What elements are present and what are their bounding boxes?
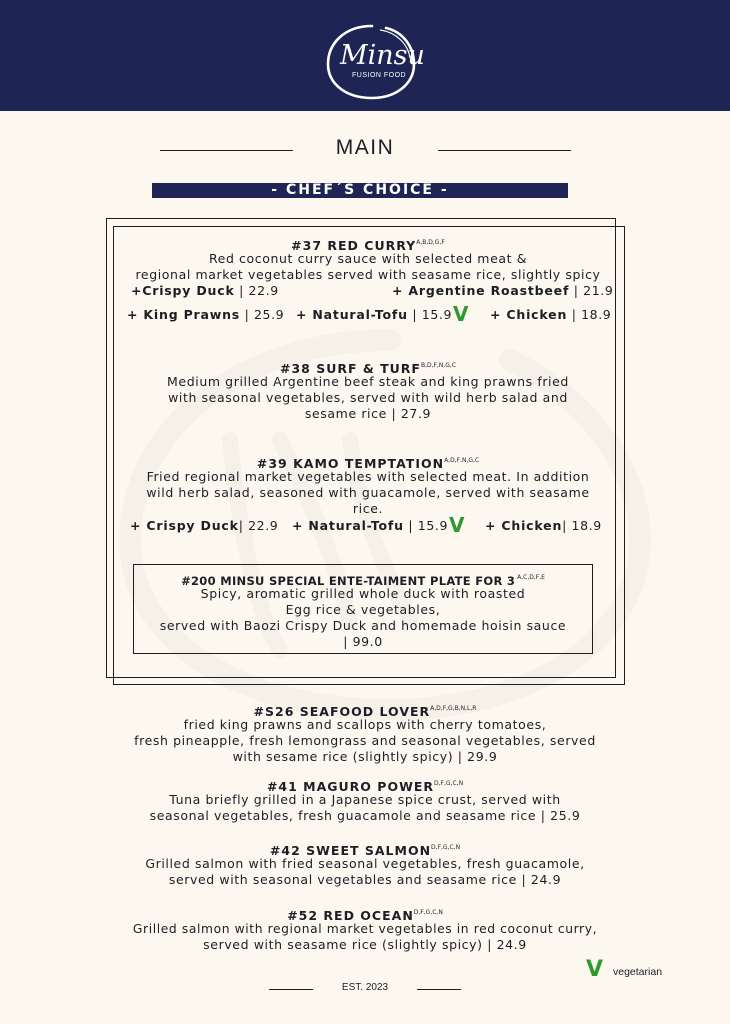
minsu-logo bbox=[322, 22, 425, 102]
dish-200-desc-4: | 99.0 bbox=[343, 634, 383, 649]
dish-39-desc-3: rice. bbox=[352, 501, 384, 516]
dish-37-option-tofu: + Natural-Tofu | 15.9V bbox=[296, 302, 470, 326]
dish-52-desc-2: served with seasame rice (slightly spicy) | 24.9 bbox=[203, 937, 527, 952]
dish-37-option-crispy-duck: +Crispy Duck | 22.9 bbox=[131, 283, 279, 298]
dish-38-desc-3: sesame rice | 27.9 bbox=[304, 406, 432, 421]
dish-37-option-chicken: + Chicken | 18.9 bbox=[490, 307, 612, 322]
dish-200-desc-2: Egg rice & vegetables, bbox=[285, 602, 441, 617]
dish-s26-desc-1: fried king prawns and scallops with cherry tomatoes, bbox=[183, 717, 547, 732]
dish-200-title: #200 MINSU SPECIAL ENTE-TAIMENT PLATE FOR 3 $^{A,C,D,F,E}$ bbox=[181, 574, 545, 588]
dish-52-allergens: D,F,G,C,N bbox=[413, 909, 443, 916]
logo-wordmark: Minsu bbox=[340, 40, 425, 71]
dish-200-desc-3: served with Baozi Crispy Duck and homemade hoisin sauce bbox=[159, 618, 567, 633]
vegetarian-icon: V bbox=[449, 513, 466, 537]
dish-41-title: #41 MAGURO $POWER^{D,F,G,C,N}$ bbox=[266, 779, 464, 794]
page-title: MAIN bbox=[335, 136, 395, 159]
dish-39-option-chicken: + Chicken| 18.9 bbox=[485, 518, 602, 533]
vegetarian-legend-label: vegetarian bbox=[613, 966, 663, 978]
dish-s26-allergens: A,D,F,G,B,N,L,R bbox=[430, 705, 477, 712]
dish-52-desc-1: Grilled salmon with regional market vegetables in red coconut curry, bbox=[132, 922, 598, 936]
dish-39-title: #39 KAMO $TEMPTATION^{A,D,F,N,G,C}$ bbox=[256, 456, 480, 471]
dish-41-allergens: D,F,G,C,N bbox=[434, 780, 464, 787]
dish-42-allergens: D,F,G,C,N bbox=[431, 844, 461, 851]
footer-divider-right bbox=[417, 989, 461, 990]
section-title-chefs-choice: - CHEF´S CHOICE - bbox=[152, 183, 568, 198]
header-banner bbox=[0, 0, 730, 111]
vegetarian-icon: V bbox=[453, 302, 470, 326]
dish-52-title: #52 RED $OCEAN^{D,F,G,C,N}$ bbox=[287, 908, 443, 923]
dish-39-desc-2: wild herb salad, seasoned with guacamole, served with seasame bbox=[146, 485, 590, 500]
dish-41-desc-1: Tuna briefly grilled in a Japanese spice crust, served with bbox=[169, 792, 561, 807]
dish-42-desc-2: served with seasonal vegetables and seasame rice | 24.9 bbox=[168, 872, 562, 887]
dish-39-desc-1: Fried regional market vegetables with selected meat. In addition bbox=[146, 469, 590, 484]
dish-200-allergens: A,C,D,F,E bbox=[515, 574, 545, 581]
dish-37-title: #37 RED $CURRY^{A,B,D,G,F}$ bbox=[291, 238, 445, 253]
dish-s26-desc-2: fresh pineapple, fresh lemongrass and seasonal vegetables, served bbox=[134, 733, 596, 748]
established-year: EST. 2023 bbox=[341, 982, 389, 993]
dish-38-desc-2: with seasonal vegetables, served with wild herb salad and bbox=[168, 390, 568, 405]
dish-s26-title: #S26 SEAFOOD $LOVER^{A,D,F,G,B,N,L,R}$ bbox=[253, 704, 477, 719]
dish-37-desc-2: regional market vegetables served with seasame rice, slightly spicy bbox=[135, 267, 601, 282]
dish-37-allergens: A,B,D,G,F bbox=[416, 239, 445, 246]
dish-200-desc-1: Spicy, aromatic grilled whole duck with roasted bbox=[200, 586, 526, 601]
vegetarian-legend-icon: V bbox=[586, 957, 604, 982]
dish-37-option-roastbeef: + Argentine Roastbeef | 21.9 bbox=[392, 283, 614, 298]
title-divider-right bbox=[438, 150, 571, 151]
dish-37-desc-1: Red coconut curry sauce with selected meat & bbox=[208, 251, 528, 266]
dish-39-option-tofu: + Natural-Tofu | 15.9V bbox=[292, 513, 466, 537]
dish-38-desc-1: Medium grilled Argentine beef steak and king prawns fried bbox=[167, 374, 569, 389]
dish-42-title: #42 SWEET $SALMON^{D,F,G,C,N}$ bbox=[269, 843, 461, 858]
dish-38-title: #38 SURF & $TURF^{B,D,F,N,G,C}$ bbox=[279, 361, 457, 376]
logo-subtitle: FUSION FOOD bbox=[352, 72, 407, 79]
dish-39-option-crispy-duck: + Crispy Duck| 22.9 bbox=[130, 518, 279, 533]
dish-41-desc-2: seasonal vegetables, fresh guacamole and seasame rice | 25.9 bbox=[149, 808, 581, 823]
dish-37-option-king-prawns: + King Prawns | 25.9 bbox=[127, 307, 285, 322]
dish-42-desc-1: Grilled salmon with fried seasonal vegetables, fresh guacamole, bbox=[145, 856, 585, 871]
dish-s26-desc-3: with sesame rice (slightly spicy) | 29.9 bbox=[232, 749, 498, 764]
dish-39-allergens: A,D,F,N,G,C bbox=[444, 457, 480, 464]
dish-38-allergens: B,D,F,N,G,C bbox=[420, 362, 457, 369]
